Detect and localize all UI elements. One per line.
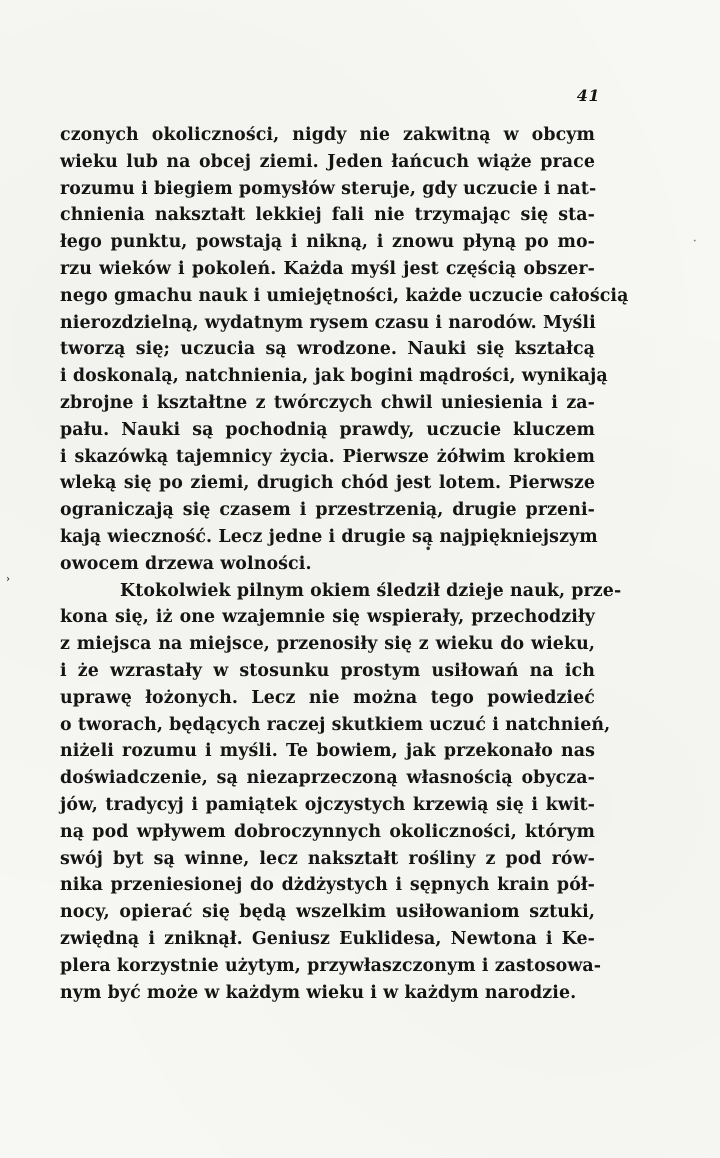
print-speck: •	[425, 544, 432, 555]
text-line: nocy, opierać się będą wszelkim usiłowaniom sztuki,	[60, 902, 595, 923]
text-line: doświadczenie, są niezaprzeczoną własnością obycza-	[60, 768, 595, 789]
text-line: i że wzrastały w stosunku prostym usiłowań na ich	[60, 660, 595, 681]
text-line: wleką się po ziemi, drugich chód jest lotem. Pierwsze	[60, 473, 595, 494]
paragraph-1	[60, 122, 629, 578]
text-line: rozumu i biegiem pomysłów steruje, gdy uczucie i nat-	[60, 178, 597, 199]
text-line: kają wieczność. Lecz jedne i drugie są najpiękniejszym	[60, 526, 598, 547]
text-line: plera korzystnie użytym, przywłaszczonym i zastosowa-	[60, 955, 602, 976]
page-number: 41	[576, 86, 600, 105]
text-line: uprawę łożonych. Lecz nie można tego powiedzieć	[60, 687, 595, 708]
text-line: zbrojne i kształtne z twórczych chwil uniesienia i za-	[60, 392, 595, 413]
text-line: nym być może w każdym wieku i w każdym narodzie.	[60, 982, 577, 1003]
text-line: i doskonalą, natchnienia, jak bogini mądrości, wynikają	[60, 366, 608, 387]
text-line: wieku lub na obcej ziemi. Jeden łańcuch wiąże prace	[60, 151, 595, 172]
body-text	[60, 122, 629, 1006]
text-line: ograniczają się czasem i przestrzenią, drugie przeni-	[60, 500, 595, 521]
text-line: łego punktu, powstają i nikną, i znowu płyną po mo-	[60, 232, 595, 253]
text-line: owocem drzewa wolności.	[60, 553, 312, 574]
text-line: chnienia nakształt lekkiej fali nie trzymając się sta-	[60, 205, 595, 226]
text-line: jów, tradycyj i pamiątek ojczystych krzewią się i kwit-	[60, 794, 595, 815]
text-line: czonych okoliczności, nigdy nie zakwitną w obcym	[60, 125, 595, 145]
paragraph-2	[60, 578, 622, 1007]
margin-speck: ›	[6, 574, 10, 585]
text-line: kona się, iż one wzajemnie się wspierały, przechodziły	[60, 607, 595, 628]
text-line: z miejsca na miejsce, przenosiły się z wieku do wieku,	[60, 634, 595, 655]
text-line: Ktokolwiek pilnym okiem śledził dzieje nauk, prze-	[120, 580, 622, 601]
text-line: swój byt są winne, lecz nakształt rośliny z pod rów-	[60, 848, 595, 869]
text-line: ną pod wpływem dobroczynnych okoliczności, którym	[60, 821, 595, 842]
text-line: tworzą się; uczucia są wrodzone. Nauki się kształcą	[60, 339, 595, 360]
margin-speck: ·	[693, 236, 697, 247]
text-line: zwiędną i zniknął. Geniusz Euklidesa, Newtona i Ke-	[60, 928, 595, 949]
text-line: nierozdzielną, wydatnym rysem czasu i narodów. Myśli	[60, 312, 596, 333]
text-line: rzu wieków i pokoleń. Każda myśl jest częścią obszer-	[60, 258, 595, 279]
text-line: i skazówką tajemnicy życia. Pierwsze żółwim krokiem	[60, 446, 595, 467]
text-line: nika przeniesionej do dżdżystych i sępnych krain pół-	[60, 875, 595, 896]
text-line: nego gmachu nauk i umiejętności, każde uczucie całością	[60, 285, 629, 306]
text-line: niżeli rozumu i myśli. Te bowiem, jak przekonało nas	[60, 741, 595, 762]
text-line: o tworach, będących raczej skutkiem uczuć i natchnień,	[60, 714, 611, 735]
text-line: pału. Nauki są pochodnią prawdy, uczucie kluczem	[60, 419, 595, 440]
